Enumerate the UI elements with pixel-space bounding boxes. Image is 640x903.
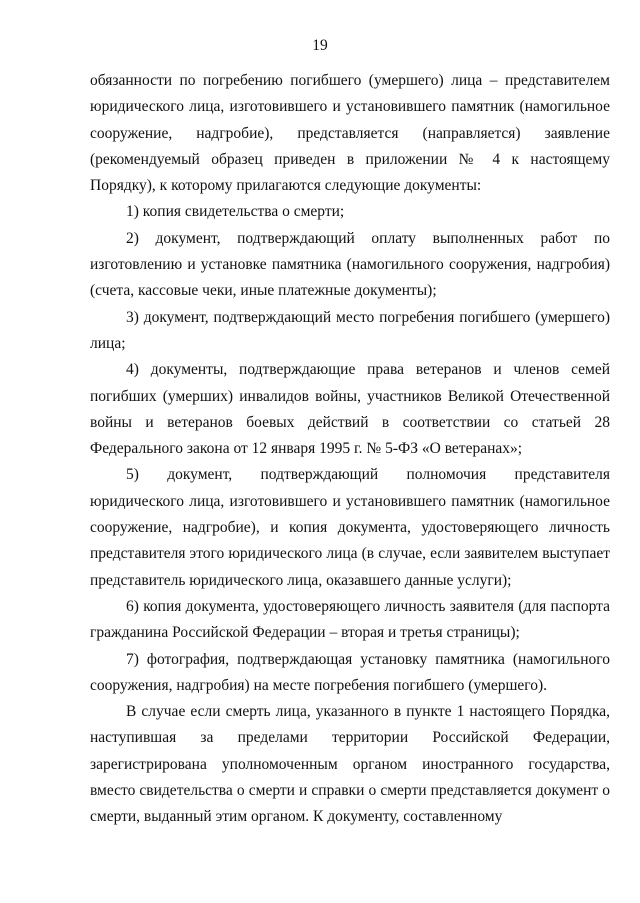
page-number: 19 (312, 37, 328, 54)
paragraph-item-2: 2) документ, подтверждающий оплату выполненных работ по изготовлению и установке памятника (намогильного сооружения, надгробия) (счета, кассовые чеки, иные платежные документы); (90, 229, 610, 300)
paragraph-item-4: 4) документы, подтверждающие права ветеранов и членов семей погибших (умерших) инвалидов войны, участников Великой Отечественной войны и ветеранов боевых действий в соответствии со статьей 28 Федерального закона от 12 января 1995 г. № 5-ФЗ «О ветеранах»; (90, 361, 610, 458)
paragraph-foreign-death: В случае если смерть лица, указанного в пункте 1 настоящего Порядка, наступившая за пределами территории Российской Федерации, зарегистрирована уполномоченным органом иностранного государства, вместо свидетельства о смерти и справки о смерти представляется документ о смерти, выданный этим органом. К документу, составленному (90, 703, 610, 826)
paragraph-item-6: 6) копия документа, удостоверяющего личность заявителя (для паспорта гражданина Российской Федерации – вторая и третья страницы); (90, 597, 610, 642)
paragraph-item-5: 5) документ, подтверждающий полномочия представителя юридического лица, изготовившего и установившего памятник (намогильное сооружение, надгробие), и копия документа, удостоверяющего личность представителя этого юридического лица (в случае, если заявителем выступает представитель юридического лица, оказавшего данные услуги); (90, 466, 610, 589)
paragraph-item-1: 1) копия свидетельства о смерти; (126, 203, 345, 221)
paragraph-item-7: 7) фотография, подтверждающая установку памятника (намогильного сооружения, надгробия) на месте погребения погибшего (умершего). (90, 650, 610, 694)
paragraph-intro: обязанности по погребению погибшего (умершего) лица – представителем юридического лица, изготовившего и установившего памятник (намогильное сооружение, надгробие), представляется (направляется) заявление (рекомендуемый образец приведен в приложении № 4 к настоящему Порядку), к которому прилагаются следующие документы: (90, 72, 610, 195)
paragraph-item-3: 3) документ, подтверждающий место погребения погибшего (умершего) лица; (90, 308, 610, 352)
document-body (90, 68, 610, 831)
